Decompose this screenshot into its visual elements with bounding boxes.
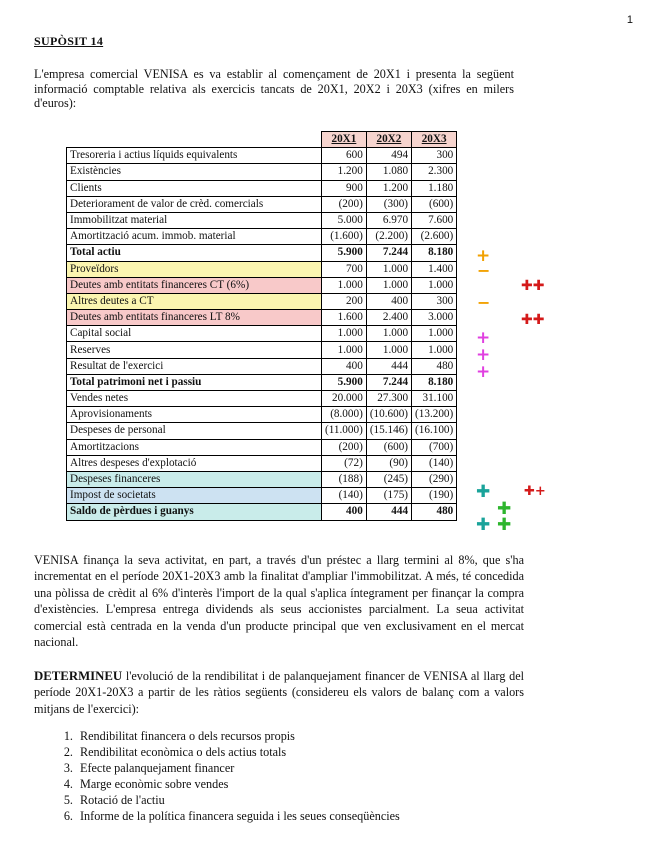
- row-label: Deutes amb entitats financeres LT 8%: [67, 310, 322, 326]
- cell-value: 5.900: [322, 245, 367, 261]
- minus-mark-icon: −: [477, 261, 491, 280]
- cell-value: 1.000: [366, 277, 411, 293]
- table-row: [67, 196, 457, 212]
- table-row: [67, 423, 457, 439]
- row-label: Altres despeses d'explotació: [67, 455, 322, 471]
- cell-value: 8.180: [412, 245, 457, 261]
- cell-value: 7.600: [412, 212, 457, 228]
- table-row-total: [67, 245, 457, 261]
- cell-value: 6.970: [366, 212, 411, 228]
- cell-value: (600): [366, 439, 411, 455]
- table-row: [67, 407, 457, 423]
- cell-value: 494: [366, 148, 411, 164]
- case-title: SUPÒSIT 14: [34, 34, 104, 48]
- cell-value: (15.146): [366, 423, 411, 439]
- task-text: l'evolució de la rendibilitat i de palanquejament financer de VENISA al llarg del període 20X1-20X3 a partir de les ràtios següents (considereu els valors de balanç com a valors mitjans de l'exercici):: [34, 669, 524, 716]
- list-item: 6. Informe de la política financera seguida i les seues conseqüències: [76, 808, 400, 824]
- row-label: Total patrimoni net i passiu: [67, 374, 322, 390]
- table-row: [67, 471, 457, 487]
- header-year-1: 20X1: [322, 132, 367, 148]
- cell-value: 27.300: [366, 391, 411, 407]
- header-year-3: 20X3: [412, 132, 457, 148]
- cell-value: (140): [412, 455, 457, 471]
- cell-value: (200): [322, 196, 367, 212]
- table-row: [67, 391, 457, 407]
- table-row: [67, 261, 457, 277]
- cell-value: 900: [322, 180, 367, 196]
- table-row: [67, 326, 457, 342]
- table-row: [67, 455, 457, 471]
- cell-value: 3.000: [412, 310, 457, 326]
- task-lead: DETERMINEU: [34, 669, 123, 683]
- cell-value: 5.000: [322, 212, 367, 228]
- cell-value: 400: [366, 293, 411, 309]
- cell-value: (200): [322, 439, 367, 455]
- plus-mark-icon: +: [476, 362, 491, 382]
- table-row: [67, 310, 457, 326]
- cell-value: (190): [412, 488, 457, 504]
- row-label: Aprovisionaments: [67, 407, 322, 423]
- cell-value: (700): [412, 439, 457, 455]
- cell-value: 600: [322, 148, 367, 164]
- cell-value: 1.180: [412, 180, 457, 196]
- cell-value: 1.600: [322, 310, 367, 326]
- table-row: [67, 342, 457, 358]
- cell-value: 2.300: [412, 164, 457, 180]
- table-row: [67, 358, 457, 374]
- cell-value: 480: [412, 358, 457, 374]
- ratio-list: [34, 728, 400, 824]
- list-item: 2. Rendibilitat econòmica o dels actius totals: [76, 744, 400, 760]
- cell-value: (245): [366, 471, 411, 487]
- cell-value: 400: [322, 504, 367, 520]
- cell-value: 20.000: [322, 391, 367, 407]
- list-item: 1. Rendibilitat financera o dels recursos propis: [76, 728, 400, 744]
- row-label: Vendes netes: [67, 391, 322, 407]
- cell-value: 1.200: [322, 164, 367, 180]
- table-row: [67, 164, 457, 180]
- page-number: 1: [626, 14, 633, 26]
- row-label: Existències: [67, 164, 322, 180]
- row-label: Resultat de l'exercici: [67, 358, 322, 374]
- cell-value: 1.400: [412, 261, 457, 277]
- list-item: 4. Marge econòmic sobre vendes: [76, 776, 400, 792]
- table-row: [67, 488, 457, 504]
- cell-value: 1.000: [366, 326, 411, 342]
- cell-value: 2.400: [366, 310, 411, 326]
- row-label: Amortitzacions: [67, 439, 322, 455]
- table-row: [67, 180, 457, 196]
- cell-value: (300): [366, 196, 411, 212]
- cell-value: (13.200): [412, 407, 457, 423]
- cell-value: 480: [412, 504, 457, 520]
- cell-value: 31.100: [412, 391, 457, 407]
- table-header-row: [67, 132, 457, 148]
- cell-value: 8.180: [412, 374, 457, 390]
- double-plus-mark-icon: ✚✚: [521, 312, 545, 328]
- table-row: [67, 212, 457, 228]
- table-row-total: [67, 374, 457, 390]
- row-label: Reserves: [67, 342, 322, 358]
- cell-value: 1.000: [366, 342, 411, 358]
- cell-value: 1.200: [366, 180, 411, 196]
- cell-value: 1.000: [412, 326, 457, 342]
- cell-value: 1.000: [322, 277, 367, 293]
- cell-value: 1.000: [412, 342, 457, 358]
- list-item: 5. Rotació de l'actiu: [76, 792, 400, 808]
- row-label: Total actiu: [67, 245, 322, 261]
- header-year-2: 20X2: [366, 132, 411, 148]
- cell-value: (10.600): [366, 407, 411, 423]
- cell-value: (2.600): [412, 229, 457, 245]
- plus-mark-icon: +: [476, 345, 491, 365]
- cell-value: 444: [366, 504, 411, 520]
- cell-value: 7.244: [366, 374, 411, 390]
- row-label: Impost de societats: [67, 488, 322, 504]
- row-label: Clients: [67, 180, 322, 196]
- task-paragraph: [34, 668, 524, 717]
- double-plus-mark-icon: ✚+: [524, 484, 546, 499]
- row-label: Saldo de pèrdues i guanys: [67, 504, 322, 520]
- cell-value: 1.000: [322, 342, 367, 358]
- cell-value: 1.080: [366, 164, 411, 180]
- cell-value: (600): [412, 196, 457, 212]
- row-label: Tresoreria i actius líquids equivalents: [67, 148, 322, 164]
- minus-mark-icon: −: [477, 293, 491, 312]
- cell-value: (140): [322, 488, 367, 504]
- cell-value: 200: [322, 293, 367, 309]
- cell-value: (175): [366, 488, 411, 504]
- cell-value: (8.000): [322, 407, 367, 423]
- cell-value: 400: [322, 358, 367, 374]
- cell-value: (1.600): [322, 229, 367, 245]
- row-label: Deteriorament de valor de crèd. comercials: [67, 196, 322, 212]
- cell-value: 5.900: [322, 374, 367, 390]
- plus-mark-icon: ✚: [476, 515, 491, 535]
- cell-value: 300: [412, 148, 457, 164]
- financing-paragraph: VENISA finança la seva activitat, en part, a través d'un préstec a llarg termini al 8%, que s'ha incrementat en el període 20X1-20X3 amb la finalitat d'ampliar l'immobilitzat. A més, té concedida una pòlissa de crèdit al 6% d'interès l'import de la qual s'aplica íntegrament per finançar la compra d'existències. L'empresa entrega dividends als seus accionistes parcialment. La seua activitat comercial està centrada en la venda d'un producte principal que ven exclusivament en el mercat nacional.: [34, 553, 524, 650]
- cell-value: 1.000: [322, 326, 367, 342]
- row-label: Proveïdors: [67, 261, 322, 277]
- table-row: [67, 277, 457, 293]
- intro-paragraph: L'empresa comercial VENISA es va establir al començament de 20X1 i presenta la següent informació comptable relativa als exercicis tancats de 20X1, 20X2 i 20X3 (xifres en milers d'euros):: [34, 67, 514, 110]
- table-row-total: [67, 504, 457, 520]
- row-label: Deutes amb entitats financeres CT (6%): [67, 277, 322, 293]
- table-row: [67, 148, 457, 164]
- list-item: 3. Efecte palanquejament financer: [76, 760, 400, 776]
- table-row: [67, 229, 457, 245]
- financial-table: [66, 131, 457, 521]
- plus-mark-icon: ✚: [476, 482, 491, 502]
- cell-value: (16.100): [412, 423, 457, 439]
- cell-value: 1.000: [412, 277, 457, 293]
- cell-value: (290): [412, 471, 457, 487]
- cell-value: (2.200): [366, 229, 411, 245]
- plus-mark-icon: ✚: [497, 499, 512, 519]
- row-label: Immobilitzat material: [67, 212, 322, 228]
- row-label: Capital social: [67, 326, 322, 342]
- cell-value: 7.244: [366, 245, 411, 261]
- plus-mark-icon: ✚: [497, 515, 512, 535]
- table-row: [67, 439, 457, 455]
- row-label: Amortització acum. immob. material: [67, 229, 322, 245]
- cell-value: 700: [322, 261, 367, 277]
- cell-value: (188): [322, 471, 367, 487]
- table-row: [67, 293, 457, 309]
- header-blank: [67, 132, 322, 148]
- row-label: Altres deutes a CT: [67, 293, 322, 309]
- row-label: Despeses de personal: [67, 423, 322, 439]
- cell-value: 1.000: [366, 261, 411, 277]
- cell-value: 444: [366, 358, 411, 374]
- cell-value: (90): [366, 455, 411, 471]
- plus-mark-icon: +: [476, 328, 491, 348]
- cell-value: 300: [412, 293, 457, 309]
- plus-mark-icon: +: [476, 246, 491, 266]
- double-plus-mark-icon: ✚✚: [521, 278, 545, 294]
- cell-value: (72): [322, 455, 367, 471]
- cell-value: (11.000): [322, 423, 367, 439]
- row-label: Despeses financeres: [67, 471, 322, 487]
